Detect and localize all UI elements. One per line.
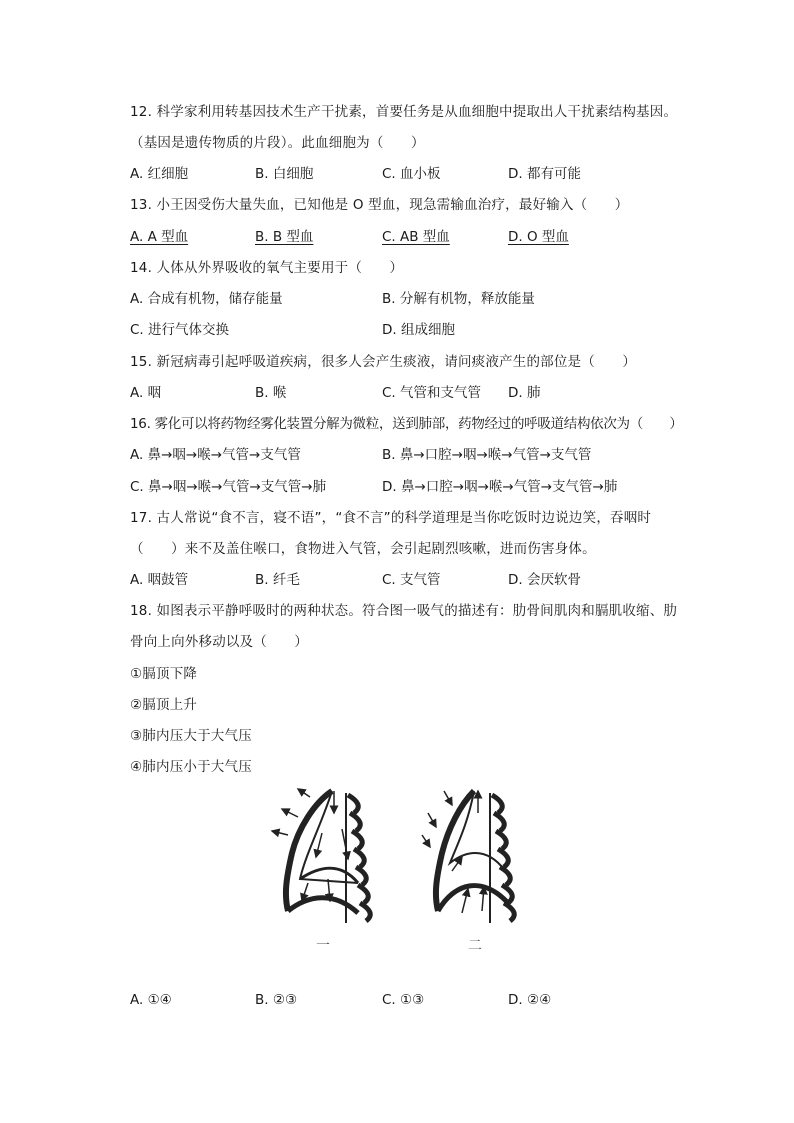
q18-option-b: B. ②③ xyxy=(255,992,298,1008)
breathing-diagram xyxy=(262,783,532,963)
q18-option-d: D. ②④ xyxy=(508,992,552,1008)
q16-stem: 16. 雾化可以将药物经雾化装置分解为微粒，送到肺部，药物经过的呼吸道结构依次为（ ） xyxy=(130,416,683,432)
q15-option-b: B. 喉 xyxy=(255,385,287,401)
diagram-two-exhale xyxy=(422,791,514,923)
q13-stem: 13. 小王因受伤大量失血，已知他是 O 型血，现急需输血治疗，最好输入（ ） xyxy=(130,197,629,213)
q15-stem: 15. 新冠病毒引起呼吸道疾病，很多人会产生痰液，请问痰液产生的部位是（ ） xyxy=(130,354,637,370)
q15-option-d: D. 肺 xyxy=(508,385,541,401)
q18-statement-1: ①膈顶下降 xyxy=(130,666,198,682)
q17-option-d: D. 会厌软骨 xyxy=(508,572,581,588)
q18-statement-4: ④肺内压小于大气压 xyxy=(130,759,252,775)
figure-label-two: 二 xyxy=(468,938,482,954)
q17-stem-line1: 17. 古人常说“食不言，寝不语”，“食不言”的科学道理是当你吃饭时边说边笑，吞咽时 xyxy=(130,510,652,526)
q12-option-a: A. 红细胞 xyxy=(130,166,189,182)
figure-label-one: 一 xyxy=(316,938,330,954)
q15-option-a: A. 咽 xyxy=(130,385,162,401)
q14-option-c: C. 进行气体交换 xyxy=(130,322,230,338)
q18-stem-line1: 18. 如图表示平静呼吸时的两种状态。符合图一吸气的描述有：肋骨间肌肉和膈肌收缩、肋 xyxy=(130,603,678,619)
q12-stem-line2: （基因是遗传物质的片段）。此血细胞为（ ） xyxy=(130,135,425,151)
q13-option-a: A. A 型血 xyxy=(130,229,189,245)
q12-option-c: C. 血小板 xyxy=(382,166,441,182)
q17-stem-line2: （ ）来不及盖住喉口，食物进入气管，会引起剧烈咳嗽，进而伤害身体。 xyxy=(130,541,596,557)
q18-stem-line2: 骨向上向外移动以及（ ） xyxy=(130,634,309,650)
q18-statement-2: ②膈顶上升 xyxy=(130,697,198,713)
q16-option-b: B. 鼻→口腔→咽→喉→气管→支气管 xyxy=(382,447,592,463)
q17-option-b: B. 纤毛 xyxy=(255,572,300,588)
q17-option-c: C. 支气管 xyxy=(382,572,441,588)
q13-option-c: C. AB 型血 xyxy=(382,229,450,245)
q15-option-c: C. 气管和支气管 xyxy=(382,385,482,401)
q13-option-d: D. O 型血 xyxy=(508,229,569,245)
q14-option-a: A. 合成有机物，储存能量 xyxy=(130,291,283,307)
q18-option-c: C. ①③ xyxy=(382,992,425,1008)
q18-statement-3: ③肺内压大于大气压 xyxy=(130,728,252,744)
q16-option-a: A. 鼻→咽→喉→气管→支气管 xyxy=(130,447,301,463)
q12-option-d: D. 都有可能 xyxy=(508,166,581,182)
q16-option-d: D. 鼻→口腔→咽→喉→气管→支气管→肺 xyxy=(382,479,618,495)
q16-option-c: C. 鼻→咽→喉→气管→支气管→肺 xyxy=(130,479,327,495)
q18-option-a: A. ①④ xyxy=(130,992,172,1008)
q14-option-b: B. 分解有机物，释放能量 xyxy=(382,291,535,307)
q14-option-d: D. 组成细胞 xyxy=(382,322,455,338)
q13-option-b: B. B 型血 xyxy=(255,229,314,245)
q12-option-b: B. 白细胞 xyxy=(255,166,314,182)
q17-option-a: A. 咽鼓管 xyxy=(130,572,189,588)
breathing-illustration xyxy=(262,783,532,933)
q12-stem-line1: 12. 科学家利用转基因技术生产干扰素，首要任务是从血细胞中提取出人干扰素结构基因。 xyxy=(130,104,678,120)
q14-stem: 14. 人体从外界吸收的氧气主要用于（ ） xyxy=(130,260,404,276)
diagram-one-inhale xyxy=(272,789,370,923)
